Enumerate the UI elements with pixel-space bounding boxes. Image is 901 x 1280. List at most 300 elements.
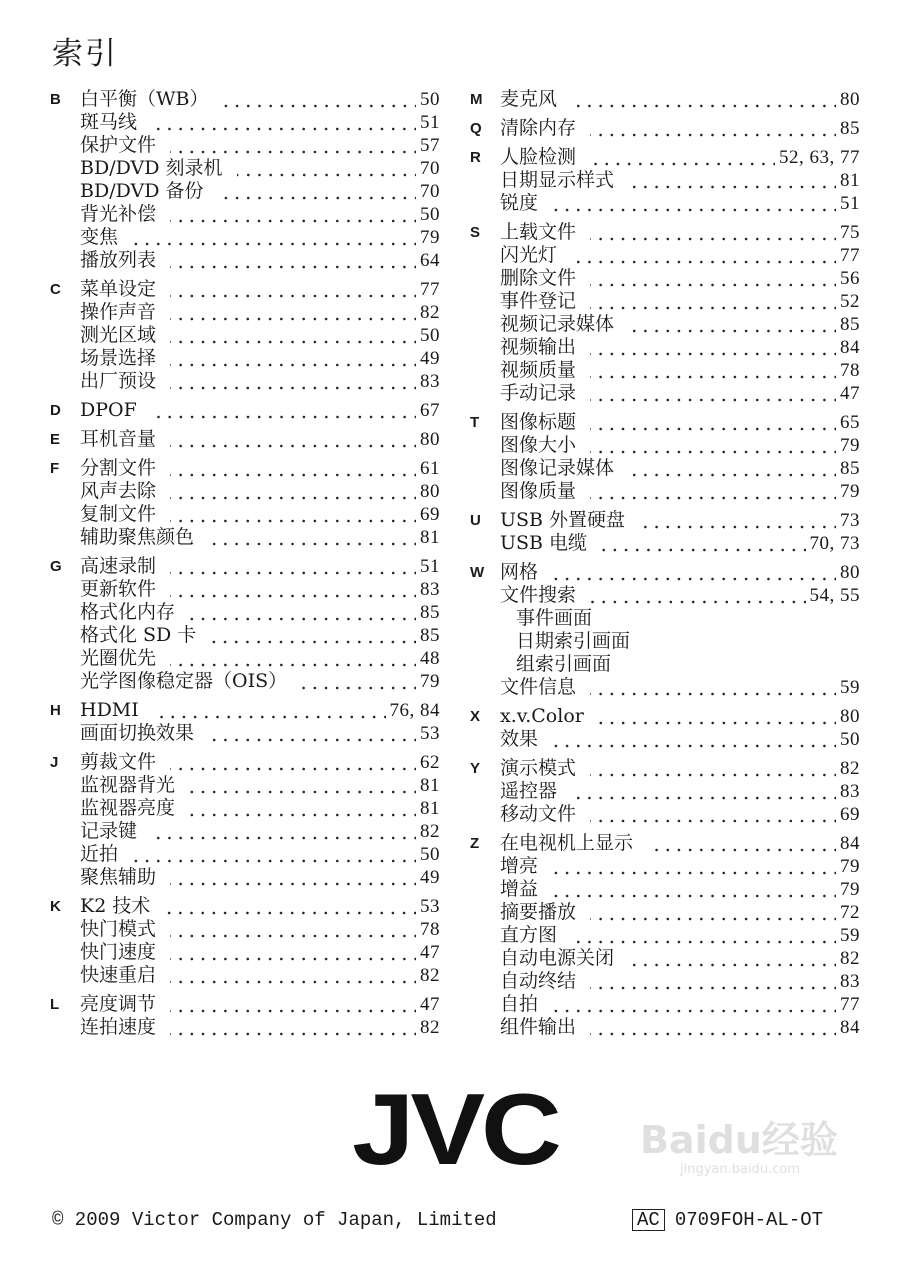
- index-entry: [80, 134, 440, 157]
- page-number: 61: [420, 458, 440, 479]
- index-entry: [80, 797, 440, 820]
- entry-label: 剪裁文件: [80, 751, 157, 773]
- entry-label: 图像标题: [500, 411, 577, 433]
- watermark-brand: Baidu经验: [640, 1118, 838, 1162]
- dot-leader: [170, 993, 416, 1016]
- dot-leader: [552, 192, 836, 215]
- page-number: 83: [840, 781, 860, 802]
- index-entry: [80, 203, 440, 226]
- page-number: 62: [420, 752, 440, 773]
- index-entry: [80, 918, 440, 941]
- entry-label: DPOF: [80, 399, 137, 421]
- dot-leader: [590, 267, 836, 290]
- entry-label: 日期索引画面: [516, 630, 631, 652]
- index-column-left: [50, 88, 440, 1045]
- group-letter: E: [50, 431, 61, 448]
- dot-leader: [571, 88, 836, 111]
- index-entry: [80, 866, 440, 889]
- group-letter: K: [50, 898, 61, 915]
- dot-leader: [210, 624, 416, 647]
- index-entry: [80, 88, 440, 111]
- index-entry: [500, 192, 860, 215]
- entry-label: 快门速度: [80, 941, 157, 963]
- page-number: 69: [840, 804, 860, 825]
- dot-leader: [170, 964, 416, 987]
- index-group-g: [50, 555, 440, 693]
- index-entry: [80, 601, 440, 624]
- page-number: 84: [840, 337, 860, 358]
- group-letter: C: [50, 281, 61, 298]
- dot-leader: [170, 751, 416, 774]
- index-entry: [500, 509, 860, 532]
- index-entry: [80, 457, 440, 480]
- page-number: 57: [420, 135, 440, 156]
- entry-label: 监视器背光: [80, 774, 176, 796]
- dot-leader: [170, 278, 416, 301]
- dot-leader: [590, 901, 836, 924]
- index-entry: [80, 941, 440, 964]
- page-number: 81: [840, 170, 860, 191]
- entry-label: 高速录制: [80, 555, 157, 577]
- index-entry: [500, 382, 860, 405]
- dot-leader: [170, 370, 416, 393]
- page-number: 85: [840, 458, 860, 479]
- index-entry: [80, 1016, 440, 1039]
- watermark-url: jingyan.baidu.com: [680, 1162, 800, 1177]
- index-entry: [500, 780, 860, 803]
- index-entry: [500, 993, 860, 1016]
- index-entry: [500, 88, 860, 111]
- page-number: 47: [840, 383, 860, 404]
- page-number: 53: [420, 896, 440, 917]
- dot-leader: [170, 347, 416, 370]
- dot-leader: [170, 203, 416, 226]
- index-entry: [80, 226, 440, 249]
- document-code: [632, 1208, 823, 1232]
- group-letter: Q: [470, 120, 482, 137]
- dot-leader: [170, 324, 416, 347]
- index-entry: [500, 221, 860, 244]
- dot-leader: [552, 993, 836, 1016]
- index-group-w: [470, 561, 860, 699]
- entry-label: 辅助聚焦颜色: [80, 526, 195, 548]
- page-number: 77: [420, 279, 440, 300]
- index-entry: [500, 169, 860, 192]
- dot-leader: [170, 555, 416, 578]
- index-group-j: [50, 751, 440, 889]
- entry-label: 演示模式: [500, 757, 577, 779]
- dot-leader: [590, 1016, 836, 1039]
- entry-label: 移动文件: [500, 803, 577, 825]
- dot-leader: [151, 820, 416, 843]
- index-entry: [500, 561, 860, 584]
- page-number: 52, 63, 77: [779, 147, 860, 168]
- page-number: 69: [420, 504, 440, 525]
- index-entry: [500, 970, 860, 993]
- index-entry: [80, 111, 440, 134]
- page-number: 81: [420, 527, 440, 548]
- index-entry: [500, 290, 860, 313]
- entry-label: 光学图像稳定器（OIS）: [80, 670, 288, 692]
- dot-leader: [208, 722, 416, 745]
- entry-label: 效果: [500, 728, 539, 750]
- dot-leader: [153, 699, 386, 722]
- entry-label: 麦克风: [500, 88, 558, 110]
- group-letter: Y: [470, 760, 481, 777]
- dot-leader: [628, 169, 836, 192]
- index-entry: [80, 555, 440, 578]
- page-number: 51: [420, 556, 440, 577]
- entry-label: 光圈优先: [80, 647, 157, 669]
- dot-leader: [628, 457, 836, 480]
- index-group-u: [470, 509, 860, 555]
- group-letter: D: [50, 402, 61, 419]
- entry-label: 增益: [500, 878, 539, 900]
- entry-label: 监视器亮度: [80, 797, 176, 819]
- dot-leader: [132, 843, 416, 866]
- index-entry: [500, 705, 860, 728]
- entry-label: 变焦: [80, 226, 119, 248]
- dot-leader: [170, 503, 416, 526]
- index-entry: [80, 647, 440, 670]
- dot-leader: [598, 705, 836, 728]
- index-entry: [80, 843, 440, 866]
- dot-leader: [628, 313, 836, 336]
- index-entry: [500, 901, 860, 924]
- entry-label: 视频记录媒体: [500, 313, 615, 335]
- entry-label: 人脸检测: [500, 146, 577, 168]
- page-number: 80: [840, 562, 860, 583]
- entry-label: 直方图: [500, 924, 558, 946]
- page-number: 80: [840, 706, 860, 727]
- group-letter: W: [470, 564, 485, 581]
- page-number: 85: [840, 314, 860, 335]
- entry-label: 连拍速度: [80, 1016, 157, 1038]
- index-entry: [500, 267, 860, 290]
- index-group-x: [470, 705, 860, 751]
- entry-label: 背光补偿: [80, 203, 157, 225]
- index-group-e: [50, 428, 440, 451]
- dot-leader: [189, 774, 416, 797]
- dot-leader: [628, 947, 836, 970]
- index-entry: [80, 301, 440, 324]
- page-number: 67: [420, 400, 440, 421]
- page-number: 51: [840, 193, 860, 214]
- index-entry: [500, 411, 860, 434]
- entry-label: 事件登记: [500, 290, 577, 312]
- page-number: 78: [420, 919, 440, 940]
- dot-leader: [571, 244, 836, 267]
- dot-leader: [590, 757, 836, 780]
- group-letter: F: [50, 460, 60, 477]
- entry-label: 菜单设定: [80, 278, 157, 300]
- page-number: 78: [840, 360, 860, 381]
- entry-label: 画面切换效果: [80, 722, 195, 744]
- index-entry: [80, 964, 440, 987]
- index-entry: [80, 699, 440, 722]
- dot-leader: [590, 290, 836, 313]
- copyright-text: © 2009 Victor Company of Japan, Limited: [52, 1209, 497, 1231]
- index-entry: [500, 757, 860, 780]
- index-entry: [500, 584, 860, 607]
- dot-leader: [170, 866, 416, 889]
- page-number: 83: [420, 371, 440, 392]
- index-group-f: [50, 457, 440, 549]
- entry-label: 手动记录: [500, 382, 577, 404]
- index-entry: [500, 803, 860, 826]
- index-entry: [80, 895, 440, 918]
- index-entry: [80, 670, 440, 693]
- entry-label: 自拍: [500, 993, 539, 1015]
- group-letter: J: [50, 754, 59, 771]
- page-number: 50: [420, 89, 440, 110]
- dot-leader: [552, 855, 836, 878]
- page-number: 49: [420, 348, 440, 369]
- entry-label: HDMI: [80, 699, 139, 721]
- index-entry: [80, 774, 440, 797]
- index-entry: [500, 607, 860, 630]
- entry-label: 在电视机上显示: [500, 832, 634, 854]
- page-number: 85: [420, 602, 440, 623]
- index-group-t: [470, 411, 860, 503]
- page-number: 82: [840, 948, 860, 969]
- dot-leader: [590, 221, 836, 244]
- dot-leader: [590, 434, 836, 457]
- dot-leader: [170, 301, 416, 324]
- page-number: 50: [420, 844, 440, 865]
- entry-label: 测光区域: [80, 324, 157, 346]
- dot-leader: [590, 146, 775, 169]
- page-number: 84: [840, 1017, 860, 1038]
- page-number: 85: [840, 118, 860, 139]
- group-letter: G: [50, 558, 62, 575]
- group-letter: L: [50, 996, 60, 1013]
- index-group-r: [470, 146, 860, 215]
- dot-leader: [237, 157, 417, 180]
- entry-label: 锐度: [500, 192, 539, 214]
- page-number: 77: [840, 245, 860, 266]
- group-letter: U: [470, 512, 481, 529]
- index-entry: [500, 878, 860, 901]
- entry-label: 快门模式: [80, 918, 157, 940]
- dot-leader: [590, 336, 836, 359]
- entry-label: 视频质量: [500, 359, 577, 381]
- page-number: 83: [840, 971, 860, 992]
- dot-leader: [590, 480, 836, 503]
- page-number: 70: [420, 158, 440, 179]
- dot-leader: [590, 117, 836, 140]
- dot-leader: [590, 676, 836, 699]
- page-number: 47: [420, 994, 440, 1015]
- index-entry: [80, 722, 440, 745]
- entry-label: 自动电源关闭: [500, 947, 615, 969]
- page-number: 72: [840, 902, 860, 923]
- page-number: 54, 55: [809, 585, 860, 606]
- ac-badge: AC: [632, 1209, 665, 1231]
- dot-leader: [571, 924, 836, 947]
- index-entry: [80, 820, 440, 843]
- index-group-z: [470, 832, 860, 1039]
- entry-label: 复制文件: [80, 503, 157, 525]
- dot-leader: [639, 509, 836, 532]
- entry-label: 快速重启: [80, 964, 157, 986]
- dot-leader: [170, 134, 416, 157]
- entry-label: 遥控器: [500, 780, 558, 802]
- entry-label: 出厂预设: [80, 370, 157, 392]
- entry-label: 风声去除: [80, 480, 157, 502]
- page-number: 79: [840, 435, 860, 456]
- index-group-b: [50, 88, 440, 272]
- index-entry: [500, 924, 860, 947]
- index-entry: [500, 676, 860, 699]
- group-letter: Z: [470, 835, 480, 852]
- group-letter: B: [50, 91, 61, 108]
- page-number: 82: [420, 821, 440, 842]
- entry-label: K2 技术: [80, 895, 151, 917]
- page-number: 50: [420, 204, 440, 225]
- page-number: 82: [840, 758, 860, 779]
- index-entry: [500, 480, 860, 503]
- dot-leader: [170, 480, 416, 503]
- page-number: 65: [840, 412, 860, 433]
- entry-label: 日期显示样式: [500, 169, 615, 191]
- page-number: 82: [420, 302, 440, 323]
- dot-leader: [189, 797, 416, 820]
- entry-label: 清除内存: [500, 117, 577, 139]
- index-group-s: [470, 221, 860, 405]
- page-number: 75: [840, 222, 860, 243]
- entry-label: 事件画面: [516, 607, 593, 629]
- page-number: 77: [840, 994, 860, 1015]
- dot-leader: [170, 249, 416, 272]
- baidu-watermark: [640, 1118, 838, 1178]
- entry-label: 白平衡（WB）: [80, 88, 209, 110]
- index-entry: [500, 1016, 860, 1039]
- index-entry: [80, 399, 440, 422]
- entry-label: 操作声音: [80, 301, 157, 323]
- index-entry: [500, 457, 860, 480]
- index-entry: [80, 278, 440, 301]
- dot-leader: [208, 526, 416, 549]
- entry-label: 斑马线: [80, 111, 138, 133]
- dot-leader: [552, 561, 836, 584]
- entry-label: 亮度调节: [80, 993, 157, 1015]
- index-entry: [500, 855, 860, 878]
- dot-leader: [590, 584, 805, 607]
- entry-label: 聚焦辅助: [80, 866, 157, 888]
- index-entry: [500, 117, 860, 140]
- page-number: 73: [840, 510, 860, 531]
- entry-label: BD/DVD 备份: [80, 180, 204, 202]
- index-entry: [500, 653, 860, 676]
- group-letter: S: [470, 224, 481, 241]
- dot-leader: [170, 941, 416, 964]
- index-group-l: [50, 993, 440, 1039]
- index-entry: [500, 947, 860, 970]
- page-number: 79: [420, 671, 440, 692]
- group-letter: M: [470, 91, 483, 108]
- page-number: 50: [420, 325, 440, 346]
- page-number: 51: [420, 112, 440, 133]
- dot-leader: [189, 601, 416, 624]
- dot-leader: [218, 180, 417, 203]
- page-number: 85: [420, 625, 440, 646]
- index-entry: [500, 244, 860, 267]
- entry-label: 图像记录媒体: [500, 457, 615, 479]
- page-number: 53: [420, 723, 440, 744]
- entry-label: USB 电缆: [500, 532, 588, 554]
- entry-label: 更新软件: [80, 578, 157, 600]
- dot-leader: [590, 970, 836, 993]
- dot-leader: [590, 382, 836, 405]
- dot-leader: [170, 647, 416, 670]
- dot-leader: [590, 411, 836, 434]
- page-number: 81: [420, 775, 440, 796]
- page-number: 80: [420, 481, 440, 502]
- dot-leader: [170, 578, 416, 601]
- page-number: 64: [420, 250, 440, 271]
- entry-label: 视频输出: [500, 336, 577, 358]
- dot-leader: [647, 832, 836, 855]
- index-entry: [500, 728, 860, 751]
- index-entry: [80, 526, 440, 549]
- index-entry: [80, 993, 440, 1016]
- page-number: 79: [420, 227, 440, 248]
- dot-leader: [132, 226, 416, 249]
- dot-leader: [170, 457, 416, 480]
- page-number: 80: [420, 429, 440, 450]
- entry-label: 增亮: [500, 855, 539, 877]
- page-number: 83: [420, 579, 440, 600]
- index-entry: [80, 370, 440, 393]
- page-number: 79: [840, 481, 860, 502]
- group-letter: T: [470, 414, 480, 431]
- entry-label: 近拍: [80, 843, 119, 865]
- entry-label: 上载文件: [500, 221, 577, 243]
- index-entry: [500, 313, 860, 336]
- page-number: 79: [840, 879, 860, 900]
- index-group-q: [470, 117, 860, 140]
- page-number: 52: [840, 291, 860, 312]
- dot-leader: [301, 670, 416, 693]
- entry-label: 文件信息: [500, 676, 577, 698]
- index-entry: [500, 146, 860, 169]
- entry-label: 保护文件: [80, 134, 157, 156]
- dot-leader: [151, 111, 416, 134]
- index-entry: [80, 624, 440, 647]
- dot-leader: [552, 728, 836, 751]
- index-entry: [80, 428, 440, 451]
- index-entry: [80, 157, 440, 180]
- index-group-d: [50, 399, 440, 422]
- entry-label: 删除文件: [500, 267, 577, 289]
- index-entry: [500, 532, 860, 555]
- index-group-h: [50, 699, 440, 745]
- dot-leader: [552, 878, 836, 901]
- dot-leader: [164, 895, 416, 918]
- page-number: 76, 84: [389, 700, 440, 721]
- entry-label: USB 外置硬盘: [500, 509, 626, 531]
- index-group-m: [470, 88, 860, 111]
- index-entry: [500, 434, 860, 457]
- index-entry: [80, 480, 440, 503]
- index-entry: [500, 336, 860, 359]
- entry-label: 分割文件: [80, 457, 157, 479]
- dot-leader: [571, 780, 836, 803]
- page-number: 81: [420, 798, 440, 819]
- index-entry: [80, 324, 440, 347]
- index-entry: [500, 630, 860, 653]
